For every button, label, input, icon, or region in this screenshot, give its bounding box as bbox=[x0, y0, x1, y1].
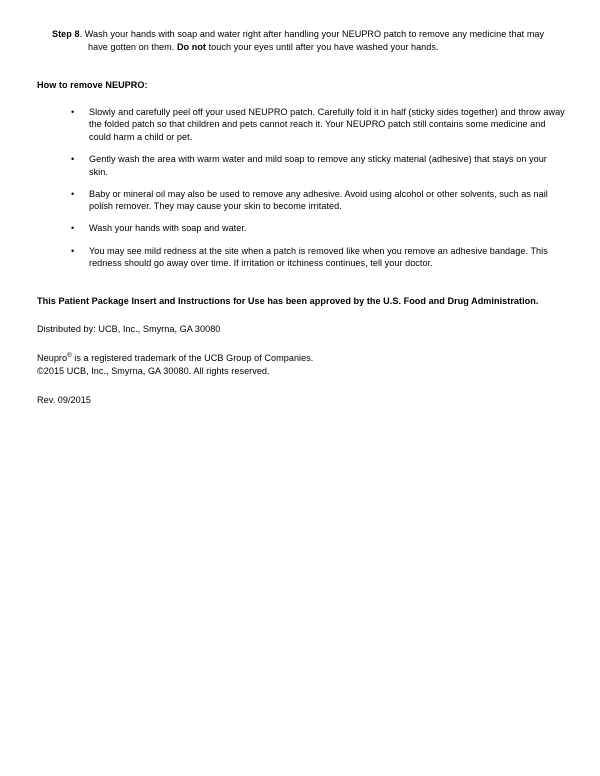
section-heading-how-to-remove: How to remove NEUPRO: bbox=[37, 80, 148, 91]
step-label-suffix: . bbox=[79, 29, 85, 39]
copyright-line: ©2015 UCB, Inc., Smyrna, GA 30080. All rights reserved. bbox=[37, 365, 270, 376]
list-item-text: Wash your hands with soap and water. bbox=[89, 223, 247, 234]
bullet-icon: • bbox=[71, 154, 75, 165]
fda-approval-statement: This Patient Package Insert and Instructions for Use has been approved by the U.S. Food and Drug Administration. bbox=[37, 295, 539, 306]
list-item-text: Gently wash the area with warm water and mild soap to remove any sticky material (adhesive) that stays on your skin. bbox=[89, 154, 547, 177]
step-paragraph bbox=[35, 28, 565, 53]
bullet-icon: • bbox=[71, 223, 75, 234]
list-item-text: You may see mild redness at the site when a patch is removed like when you remove an adhesive bandage. This redness should go away over time. If irritation or itchiness continues, tell your doctor. bbox=[89, 245, 548, 269]
step-text-after-bold: touch your eyes until after you have washed your hands. bbox=[206, 41, 439, 52]
step-bold-phrase: Do not bbox=[176, 41, 206, 52]
list-item bbox=[35, 153, 565, 178]
list-item bbox=[35, 106, 565, 144]
trademark-copyright-block bbox=[37, 352, 565, 377]
trademark-statement: is a registered trademark of the UCB Group of Companies. bbox=[71, 352, 314, 363]
document-content bbox=[35, 28, 565, 407]
step-label: Step 8 bbox=[52, 29, 80, 39]
bullet-icon: • bbox=[71, 188, 75, 199]
list-item bbox=[35, 245, 565, 270]
list-item-text: Slowly and carefully peel off your used NEUPRO patch. Carefully fold it in half (sticky sides together) and throw away the folded patch so that children and pets cannot reach it. Your NEUPRO patch still contains some medicine and could harm a child or pet. bbox=[89, 106, 565, 142]
list-item-text: Baby or mineral oil may also be used to remove any adhesive. Avoid using alcohol or other solvents, such as nail polish remover. They may cause your skin to become irritated. bbox=[89, 188, 548, 212]
registered-trademark-icon: ® bbox=[67, 351, 72, 359]
list-item bbox=[35, 188, 565, 213]
removal-instructions-list bbox=[35, 106, 565, 270]
revision-line: Rev. 09/2015 bbox=[37, 395, 91, 406]
trademark-name: Neupro bbox=[37, 352, 68, 363]
step-text-before-bold: Wash your hands with soap and water right after handling your NEUPRO patch to remove any medicine that may have gotten on them. bbox=[84, 29, 545, 52]
list-item bbox=[35, 222, 565, 235]
bullet-icon: • bbox=[71, 245, 75, 256]
distributed-by-line: Distributed by: UCB, Inc., Smyrna, GA 30080 bbox=[37, 324, 221, 335]
bullet-icon: • bbox=[71, 106, 75, 117]
